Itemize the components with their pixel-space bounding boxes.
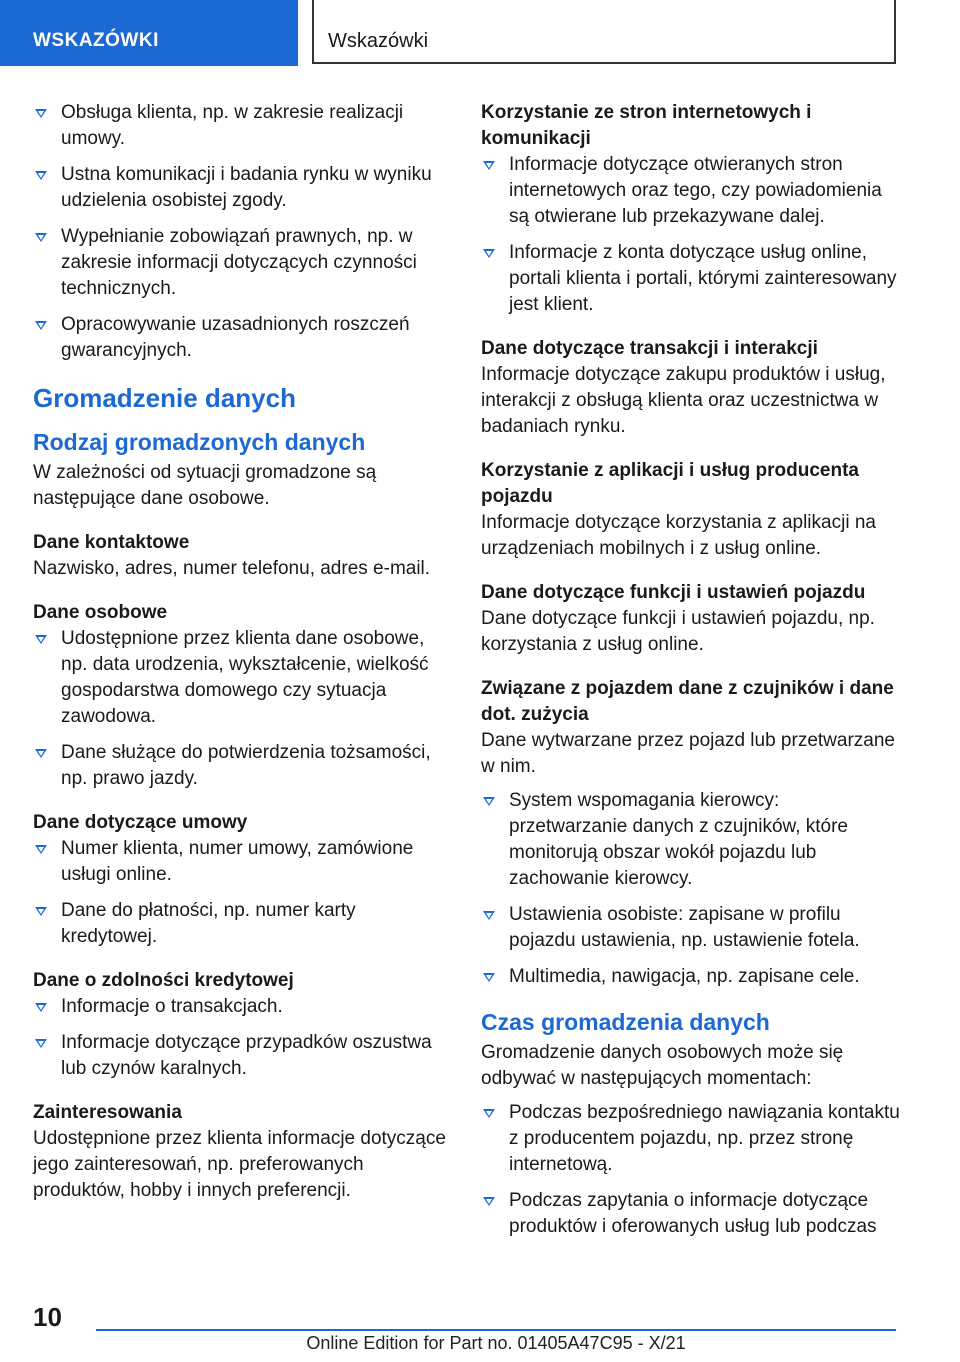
- triangle-bullet-icon: [35, 171, 47, 180]
- page-number: 10: [33, 1302, 62, 1332]
- web-heading: Korzystanie ze stron internetowych i komunikacji: [481, 102, 812, 149]
- left-column: [33, 100, 451, 1222]
- credit-heading: Dane o zdolności kredytowej: [33, 970, 294, 991]
- personal-heading: Dane osobowe: [33, 602, 168, 623]
- triangle-bullet-icon: [35, 1039, 47, 1048]
- list-item: Numer klienta, numer umowy, zamówione usługi online.: [33, 836, 451, 888]
- right-column: [481, 100, 901, 1258]
- triangle-bullet-icon: [483, 1109, 495, 1118]
- vehicle-functions-paragraph: Dane dotyczące funkcji i ustawień pojazdu, np. korzystania z usług online.: [481, 608, 875, 655]
- footer-edition: Online Edition for Part no. 01405A47C95 - X/21: [306, 1333, 686, 1353]
- bullet-list-sensor: [481, 788, 901, 990]
- list-item: Wypełnianie zobowiązań prawnych, np. w zakresie informacji dotyczących czynności technicznych.: [33, 224, 451, 302]
- collection-time-paragraph: Gromadzenie danych osobowych może się odbywać w następujących momentach:: [481, 1042, 844, 1089]
- triangle-bullet-icon: [483, 797, 495, 806]
- interests-paragraph: Udostępnione przez klienta informacje dotyczące jego zainteresowań, np. preferowanych produktów, hobby i innych preferencji.: [33, 1128, 446, 1201]
- list-item: Podczas bezpośredniego nawiązania kontaktu z producentem pojazdu, np. przez stronę internetową.: [481, 1100, 901, 1178]
- vehicle-functions-heading: Dane dotyczące funkcji i ustawień pojazdu: [481, 582, 866, 603]
- intro-paragraph: W zależności od sytuacji gromadzone są następujące dane osobowe.: [33, 462, 377, 509]
- bullet-list-contract: [33, 836, 451, 950]
- list-item: System wspomagania kierowcy: przetwarzanie danych z czujników, które monitorują obszar wokół pojazdu lub zachowanie kierowcy.: [481, 788, 901, 892]
- list-item: Informacje dotyczące otwieranych stron internetowych oraz tego, czy powiadomienia są otwierane lub przekazywane dalej.: [481, 152, 901, 230]
- list-item: Opracowywanie uzasadnionych roszczeń gwarancyjnych.: [33, 312, 451, 364]
- triangle-bullet-icon: [35, 749, 47, 758]
- list-item: Podczas zapytania o informacje dotyczące produktów i oferowanych usług lub podczas: [481, 1188, 901, 1240]
- list-item: Udostępnione przez klienta dane osobowe, np. data urodzenia, wykształcenie, wielkość gospodarstwa domowego czy sytuacja zawodowa.: [33, 626, 451, 730]
- transactions-heading: Dane dotyczące transakcji i interakcji: [481, 338, 818, 359]
- footer-divider: [96, 1329, 896, 1331]
- triangle-bullet-icon: [35, 907, 47, 916]
- triangle-bullet-icon: [35, 635, 47, 644]
- sensor-data-heading: Związane z pojazdem dane z czujników i dane dot. zużycia: [481, 678, 894, 725]
- sensor-data-paragraph: Dane wytwarzane przez pojazd lub przetwarzane w nim.: [481, 730, 895, 777]
- subsection-heading: Rodzaj gromadzonych danych: [33, 429, 366, 455]
- list-item: Ustawienia osobiste: zapisane w profilu pojazdu ustawienia, np. ustawienie fotela.: [481, 902, 901, 954]
- contact-paragraph: Nazwisko, adres, numer telefonu, adres e-mail.: [33, 558, 431, 579]
- triangle-bullet-icon: [483, 161, 495, 170]
- contact-heading: Dane kontaktowe: [33, 532, 190, 553]
- triangle-bullet-icon: [35, 1003, 47, 1012]
- section-heading: Gromadzenie danych: [33, 383, 296, 413]
- contract-heading: Dane dotyczące umowy: [33, 812, 248, 833]
- list-item: Obsługa klienta, np. w zakresie realizacji umowy.: [33, 100, 451, 152]
- triangle-bullet-icon: [483, 1197, 495, 1206]
- bullet-list-collection-time: [481, 1100, 901, 1240]
- bullet-list-web: [481, 152, 901, 318]
- list-item: Multimedia, nawigacja, np. zapisane cele.: [481, 964, 901, 990]
- triangle-bullet-icon: [35, 233, 47, 242]
- page-header: [0, 0, 960, 66]
- interests-heading: Zainteresowania: [33, 1102, 182, 1123]
- list-item: Informacje o transakcjach.: [33, 994, 451, 1020]
- list-item: Informacje z konta dotyczące usług online, portali klienta i portali, którymi zainteresowany jest klient.: [481, 240, 901, 318]
- triangle-bullet-icon: [483, 973, 495, 982]
- collection-time-heading: Czas gromadzenia danych: [481, 1009, 770, 1035]
- triangle-bullet-icon: [35, 845, 47, 854]
- triangle-bullet-icon: [483, 249, 495, 258]
- apps-paragraph: Informacje dotyczące korzystania z aplikacji na urządzeniach mobilnych i z usług online.: [481, 512, 876, 559]
- page-title: Wskazówki: [312, 0, 896, 64]
- bullet-list-credit: [33, 994, 451, 1082]
- list-item: Dane do płatności, np. numer karty kredytowej.: [33, 898, 451, 950]
- triangle-bullet-icon: [483, 911, 495, 920]
- bullet-list-usage: [33, 100, 451, 364]
- section-tab[interactable]: WSKAZÓWKI: [0, 0, 298, 66]
- list-item: Ustna komunikacji i badania rynku w wyniku udzielenia osobistej zgody.: [33, 162, 451, 214]
- triangle-bullet-icon: [35, 321, 47, 330]
- triangle-bullet-icon: [35, 109, 47, 118]
- apps-heading: Korzystanie z aplikacji i usług producenta pojazdu: [481, 460, 859, 507]
- list-item: Informacje dotyczące przypadków oszustwa lub czynów karalnych.: [33, 1030, 451, 1082]
- transactions-paragraph: Informacje dotyczące zakupu produktów i usług, interakcji z obsługą klienta oraz uczestnictwa w badaniach rynku.: [481, 364, 886, 437]
- bullet-list-personal: [33, 626, 451, 792]
- list-item: Dane służące do potwierdzenia tożsamości, np. prawo jazdy.: [33, 740, 451, 792]
